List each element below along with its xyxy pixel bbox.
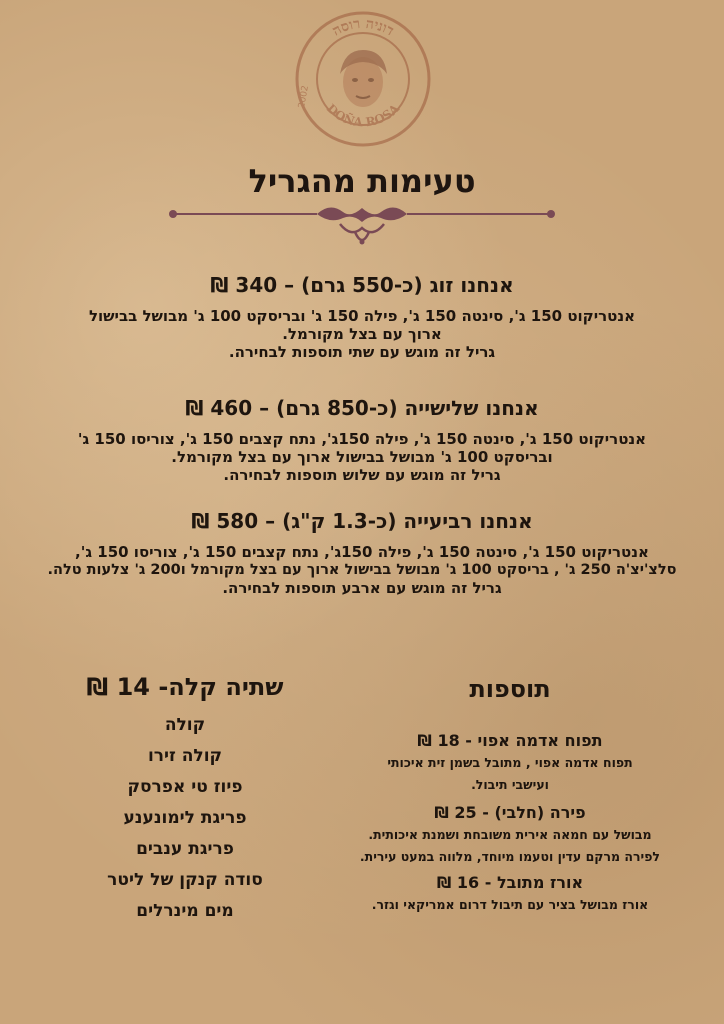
side-item-name: פירה (חלבי) - 25 ₪ — [434, 803, 586, 822]
drinks-section — [60, 672, 310, 927]
drink-item: קולה זירו — [147, 746, 223, 766]
section-description — [30, 543, 694, 597]
drink-item: פריגת לימונענע — [123, 808, 247, 828]
drink-item: סודה קנקן של ליטר — [107, 870, 263, 890]
sides-heading: תוספות — [469, 675, 551, 703]
logo-text-bottom: DOÑA ROSA — [323, 101, 403, 130]
section-description — [30, 307, 694, 361]
section-description — [30, 430, 694, 484]
drink-item: פריגת ענבים — [136, 839, 234, 859]
drink-item: מים מינרלים — [136, 901, 234, 921]
menu-item-trio — [30, 394, 694, 484]
description-line: גריל זה מוגש עם שלוש תוספות לבחירה. — [223, 466, 501, 484]
side-item-desc: מבושל עם חמאה אירית משובחת ושמנת איכותית. — [368, 827, 652, 842]
side-item-desc: לפירה מרקם עדין וטעמו מיוחד, מלווה במעט עירית. — [359, 849, 660, 864]
side-item-desc: אורז מבושל בציר עם תיבול דרום אמריקאי וגזר. — [371, 897, 649, 912]
description-line: אנטריקוט 150 ג', סינטה 150 ג', פילה 150ג', נתח קצבים 150 ג', צוריסו 150 ג' — [77, 430, 647, 448]
menu-item-quartet — [30, 507, 694, 597]
dona-rosa-logo — [292, 8, 434, 150]
side-item-desc: תפוח אדמה אפוי , מתובל בשמן זית איכותי — [387, 755, 633, 770]
svg-text:דוניה רוסה — [330, 16, 397, 40]
drink-item: קולה — [164, 715, 206, 735]
section-heading: אנחנו זוג (כ-550 גרם) – 340 ₪ — [210, 273, 514, 297]
ornament-divider — [165, 198, 559, 250]
side-item-name: אורז מתובל - 16 ₪ — [436, 873, 584, 892]
description-line: גריל זה מוגש עם שתי תוספות לבחירה. — [228, 343, 496, 361]
sides-section — [360, 674, 660, 916]
logo-year: 2002 — [297, 84, 311, 110]
drinks-heading: שתיה קלה- 14 ₪ — [86, 673, 284, 701]
description-line: גריל זה מוגש עם ארבע תוספות לבחירה. — [222, 579, 502, 597]
side-item-name: תפוח אדמה אפוי - 18 ₪ — [417, 731, 603, 750]
description-line: סלצ'יצ'ה 250 ג' , בריסקט 100 ג' מבושל בבישול ארוך עם בצל מקורמל ו200 ג' צלעות טלה. — [47, 562, 677, 578]
description-line: אנטריקוט 150 ג', סינטה 150 ג', פילה 150 ג' ובריסקט 100 ג' מבושל בבישול — [88, 307, 636, 325]
description-line: אנטריקוט 150 ג', סינטה 150 ג', פילה 150ג', נתח קצבים 150 ג', צוריסו 150 ג', — [75, 543, 649, 561]
page-title: טעימות מהגריל — [248, 162, 476, 200]
section-heading: אנחנו שלישייה (כ-850 גרם) – 460 ₪ — [185, 396, 539, 420]
drink-item: פיוז טי אפרסק — [127, 777, 243, 797]
logo-text-top: דוניה רוסה — [329, 15, 397, 40]
side-item-desc: ועישבי תיבול. — [471, 777, 549, 792]
description-line: ובריסקט 100 ג' מבושל בבישול ארוך עם בצל מקורמל. — [171, 448, 553, 466]
section-heading: אנחנו רביעייה (כ-1.3 ק"ג) – 580 ₪ — [191, 509, 533, 533]
menu-item-couple — [30, 271, 694, 361]
description-line: ארוך עם בצל מקורמל. — [282, 325, 442, 343]
